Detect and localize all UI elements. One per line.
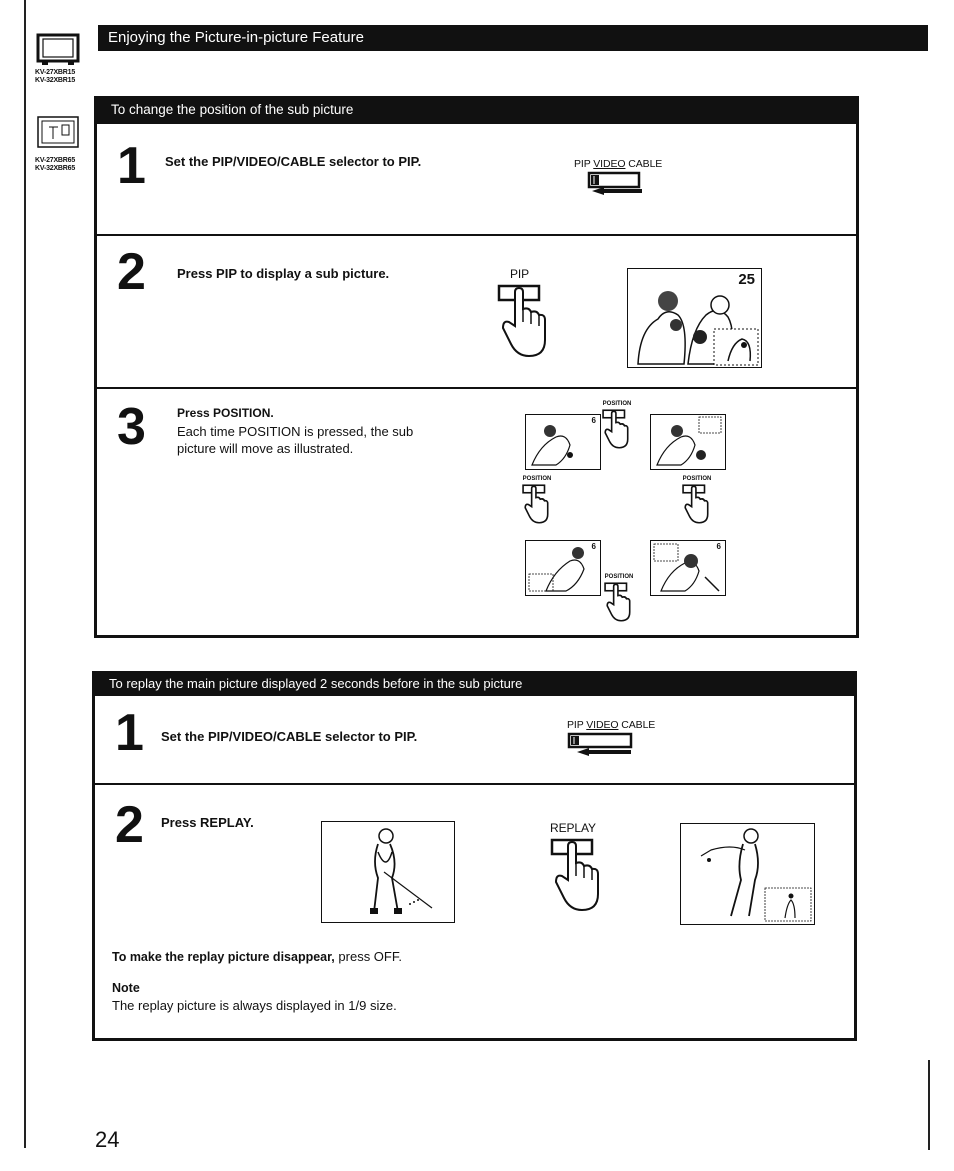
selector-labels (567, 719, 687, 731)
model-list-top (35, 69, 75, 85)
selector-slider-icon (574, 170, 694, 196)
replay-panel-header (95, 671, 854, 696)
step-instruction: Set the PIP/VIDEO/CABLE selector to PIP. (161, 729, 418, 744)
position-button-bottom[interactable] (604, 574, 634, 629)
channel-number: 6 (716, 542, 721, 551)
sub-picture-top-right (650, 414, 726, 470)
sub-picture-bottom-left (525, 540, 601, 596)
tv-screen-with-sub-picture (627, 268, 762, 368)
selector-labels (574, 158, 694, 170)
note-text: The replay picture is always displayed in 1/9 size. (112, 998, 397, 1013)
pip-button[interactable] (497, 282, 553, 365)
step-instruction: Set the PIP/VIDEO/CABLE selector to PIP. (165, 154, 422, 169)
tv-screen-golfer-replay (680, 823, 815, 925)
hand-press-icon (522, 482, 552, 526)
pip-selector-switch[interactable] (574, 158, 694, 201)
hand-press-icon (682, 482, 712, 526)
note-title: Note (112, 981, 140, 995)
step-number: 3 (117, 398, 146, 456)
step-number: 2 (115, 796, 144, 854)
tv-icon-standard (36, 33, 80, 72)
step-instruction: Press POSITION. (177, 406, 274, 420)
position-button-label: POSITION (602, 401, 632, 407)
selector-slider-icon (567, 731, 687, 757)
model-name: KV-32XBR15 (35, 77, 76, 84)
step-description: Each time POSITION is pressed, the sub picture will move as illustrated. (177, 424, 414, 456)
selector-label-cable: CABLE (621, 719, 656, 731)
page-title-bar (98, 25, 928, 51)
golfer-image (322, 822, 453, 921)
hand-press-icon (497, 282, 553, 360)
disappear-instruction (112, 949, 402, 964)
tv-screen-golfer-main (321, 821, 455, 923)
selector-label-pip: PIP (567, 719, 584, 731)
selector-label-cable: CABLE (628, 158, 663, 170)
channel-number: 6 (591, 542, 596, 551)
position-button-top[interactable] (602, 401, 632, 456)
replay-panel-title: To replay the main picture displayed 2 seconds before in the sub picture (109, 676, 523, 691)
page-title: Enjoying the Picture-in-picture Feature (108, 29, 364, 46)
selector-label-pip: PIP (574, 158, 591, 170)
pip-selector-switch[interactable] (567, 719, 687, 762)
disappear-bold-text: To make the replay picture disappear, (112, 950, 335, 964)
position-button-left[interactable] (522, 476, 552, 531)
page-number: 24 (95, 1127, 120, 1152)
channel-number: 6 (591, 416, 596, 425)
model-name: KV-27XBR15 (35, 69, 76, 76)
left-margin-rule (24, 0, 26, 1148)
step-divider (95, 783, 854, 785)
position-panel (94, 96, 859, 638)
hand-press-icon (604, 580, 634, 624)
replay-button-label: REPLAY (550, 821, 596, 835)
hand-press-icon (602, 407, 632, 451)
position-button-label: POSITION (522, 476, 552, 482)
pip-button-label: PIP (510, 267, 530, 281)
step-instruction: Press REPLAY. (161, 815, 254, 830)
position-panel-header (97, 96, 856, 124)
replay-panel (92, 671, 857, 1041)
step-divider (97, 387, 856, 389)
sub-picture-top-left (525, 414, 601, 470)
position-button-right[interactable] (682, 476, 712, 531)
replay-button[interactable] (550, 835, 606, 920)
model-list-bottom (35, 157, 75, 173)
position-button-label: POSITION (604, 574, 634, 580)
model-name: KV-27XBR65 (35, 157, 76, 164)
position-panel-title: To change the position of the sub picture (111, 102, 354, 117)
right-margin-rule (928, 1060, 930, 1150)
step-divider (97, 234, 856, 236)
hand-press-icon (550, 835, 606, 915)
sub-picture-bottom-right (650, 540, 726, 596)
step-number: 2 (117, 243, 146, 301)
step-instruction: Press PIP to display a sub picture. (177, 266, 390, 281)
selector-label-video: VIDEO (586, 719, 619, 731)
golfer-replay-image (681, 824, 813, 923)
tv-icon-projection (36, 115, 80, 156)
disappear-text: press OFF. (338, 949, 402, 964)
model-name: KV-32XBR65 (35, 165, 76, 172)
channel-number: 25 (738, 271, 755, 288)
position-button-label: POSITION (682, 476, 712, 482)
selector-label-video: VIDEO (593, 158, 626, 170)
step-number: 1 (115, 704, 144, 762)
step-number: 1 (117, 137, 146, 195)
